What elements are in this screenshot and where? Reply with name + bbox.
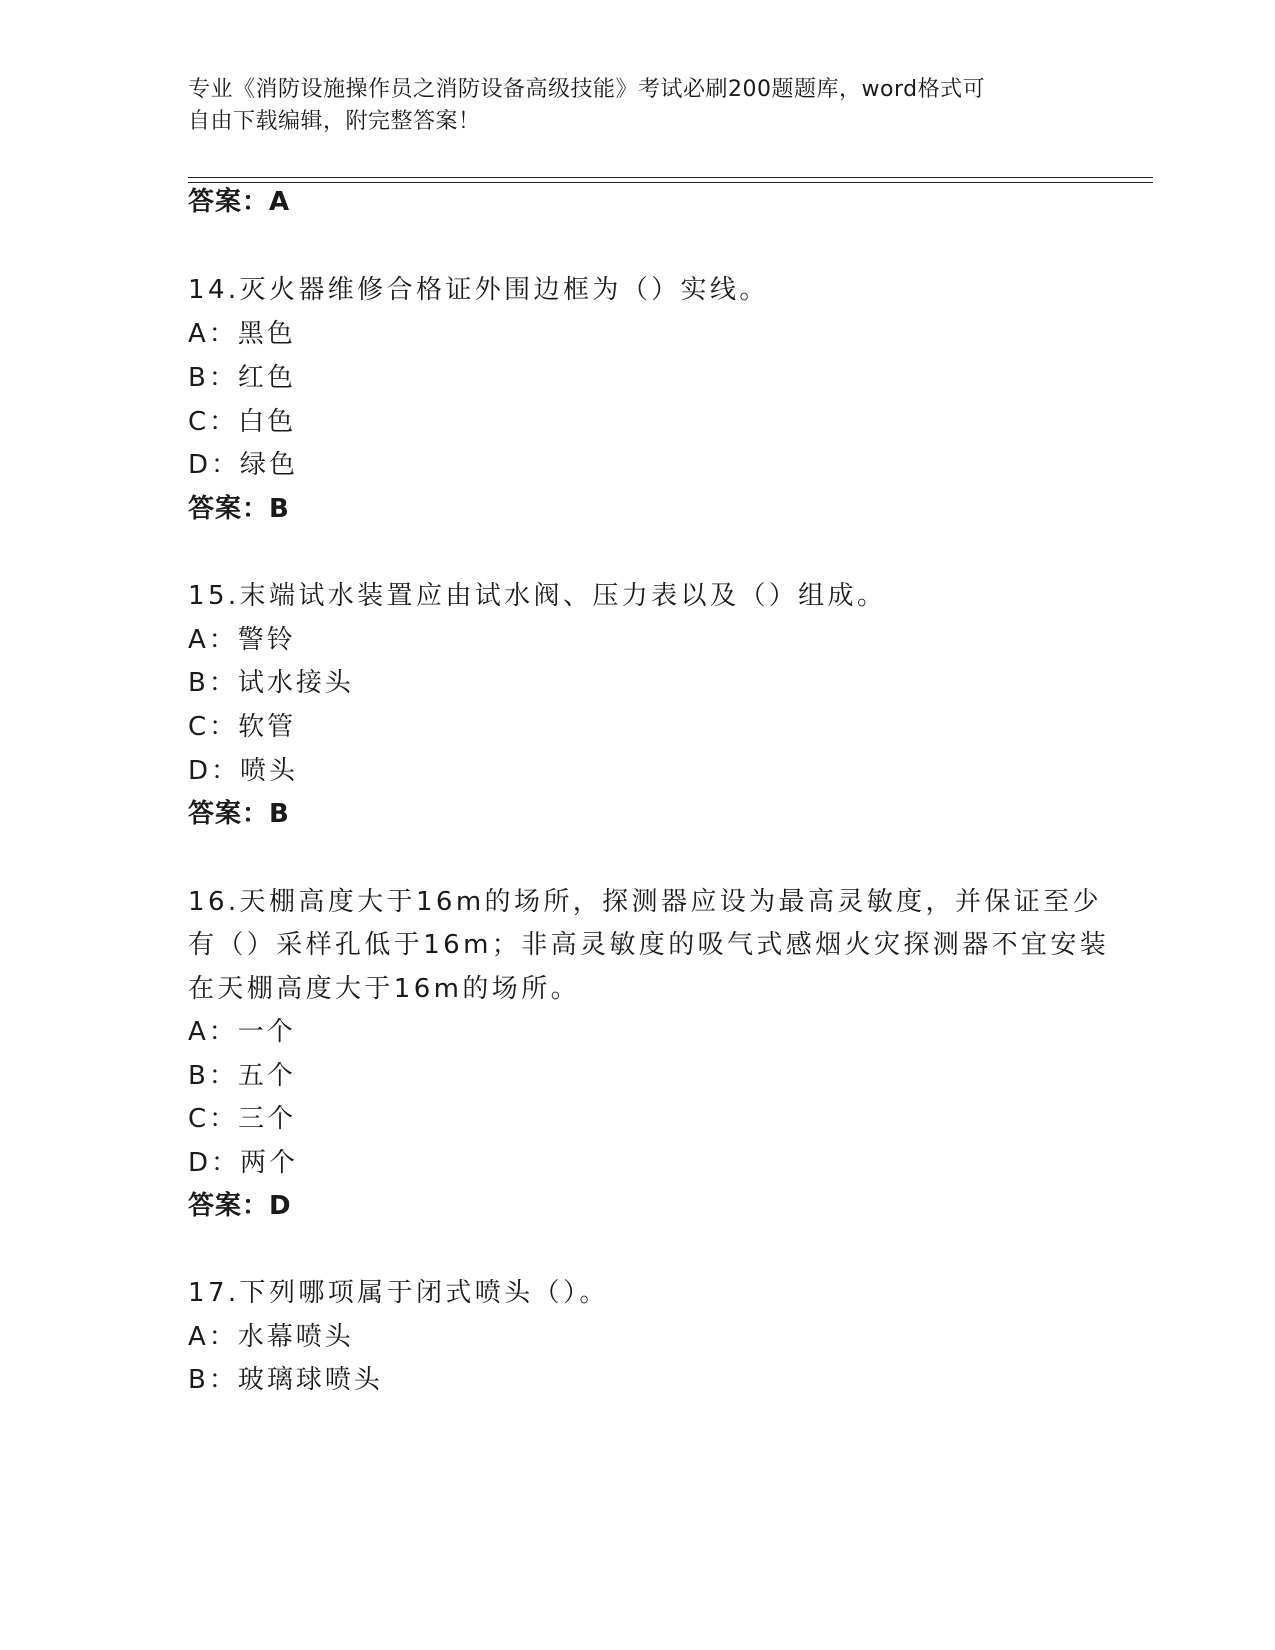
- option-b: B：五个: [188, 1061, 296, 1091]
- question-stem: 17.下列哪项属于闭式喷头（）。: [188, 1278, 609, 1308]
- answer: 答案：D: [188, 1191, 292, 1221]
- question-stem: 14.灭火器维修合格证外围边框为（）实线。: [188, 275, 769, 305]
- previous-answer: 答案：A: [188, 187, 291, 217]
- document-header: [188, 74, 1068, 138]
- option-b: B：红色: [188, 363, 296, 393]
- option-d: D：两个: [188, 1148, 299, 1178]
- option-a: A：警铃: [188, 625, 296, 655]
- option-d: D：喷头: [188, 756, 299, 786]
- question-stem-line-2: 有（）采样孔低于16m；非高灵敏度的吸气式感烟火灾探测器不宜安装: [188, 930, 1110, 960]
- option-c: C：白色: [188, 407, 297, 437]
- header-line-2: 自由下载编辑，附完整答案！: [188, 109, 481, 134]
- option-c: C：软管: [188, 712, 297, 742]
- header-line-1: 专业《消防设施操作员之消防设备高级技能》考试必刷200题题库，word格式可: [188, 77, 986, 102]
- question-stem: 15.末端试水装置应由试水阀、压力表以及（）组成。: [188, 581, 887, 611]
- option-b: B：玻璃球喷头: [188, 1365, 383, 1395]
- question-stem-line-3: 在天棚高度大于16m的场所。: [188, 974, 581, 1004]
- option-a: A：一个: [188, 1017, 296, 1047]
- answer: 答案：B: [188, 494, 290, 524]
- question-stem-line-1: 16.天棚高度大于16m的场所，探测器应设为最高灵敏度，并保证至少: [188, 887, 1102, 917]
- option-d: D：绿色: [188, 450, 299, 480]
- option-b: B：试水接头: [188, 668, 354, 698]
- answer: 答案：B: [188, 799, 290, 829]
- option-a: A：水幕喷头: [188, 1322, 354, 1352]
- header-divider-top: [188, 177, 1153, 178]
- option-a: A：黑色: [188, 319, 296, 349]
- option-c: C：三个: [188, 1104, 297, 1134]
- header-divider-bottom: [188, 182, 1153, 183]
